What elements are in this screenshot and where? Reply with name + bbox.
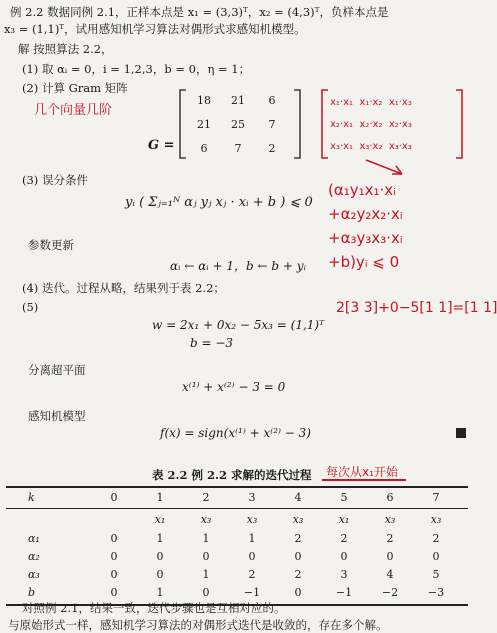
expand-line: (α₁y₁x₁·xᵢ <box>328 181 396 199</box>
table-cell <box>96 511 132 528</box>
step-2: (2) 计算 Gram 矩阵 <box>22 81 128 95</box>
expand-line: +α₂y₂x₂·xᵢ <box>328 205 403 223</box>
footer-line-1: 对照例 2.1，结果一致，迭代步骤也是互相对应的。 <box>22 601 286 615</box>
table-cell: −2 <box>381 586 399 599</box>
end-of-proof-square <box>456 428 466 438</box>
table-cell: 0 <box>340 550 348 563</box>
table-cell: 2 <box>294 568 302 581</box>
gram-matrix <box>190 94 294 154</box>
table-row <box>6 584 468 601</box>
table-cell: 0 <box>248 550 256 563</box>
table-cell: 0 <box>294 550 302 563</box>
table-header-cell: 4 <box>294 491 302 504</box>
table-cell: 0 <box>156 550 164 563</box>
table-cell: α₁ <box>28 532 40 545</box>
gram-cell: 2 <box>268 142 276 155</box>
gram-cell: 6 <box>200 142 208 155</box>
hand-cell: x₃·x₁ <box>330 141 354 152</box>
table-header-cell: 6 <box>386 491 394 504</box>
step-5: (5) <box>22 300 39 314</box>
expand-line: +α₃y₃x₃·xᵢ <box>328 229 403 247</box>
table-cell: x₃ <box>292 513 304 526</box>
table-cell: −1 <box>335 586 353 599</box>
table-cell: −3 <box>427 586 445 599</box>
model-title: 感知机模型 <box>28 409 86 423</box>
solution-intro: 解 按照算法 2.2， <box>18 42 113 56</box>
table-cell: x₁ <box>338 513 350 526</box>
table-cell: 0 <box>294 586 302 599</box>
handwritten-expansion <box>328 178 403 274</box>
step-4: (4) 迭代。过程从略，结果列于表 2.2； <box>22 281 225 295</box>
table-cell: 4 <box>386 568 394 581</box>
misclass-condition: yᵢ ( Σⱼ₌₁ᴺ αⱼ yⱼ xⱼ · xᵢ + b ) ⩽ 0 <box>125 195 313 210</box>
table-cell: α₂ <box>28 550 40 563</box>
table-cell: 5 <box>432 568 440 581</box>
iteration-table <box>6 486 468 609</box>
gram-cell: 6 <box>268 94 276 107</box>
w-equation: w = 2x₁ + 0x₂ − 5x₃ = (1,1)ᵀ <box>152 318 325 332</box>
table-header-cell: 3 <box>248 491 256 504</box>
problem-line-2: x₃ = (1,1)ᵀ，试用感知机学习算法对偶形式求感知机模型。 <box>4 22 306 36</box>
hyperplane-equation: x⁽¹⁾ + x⁽²⁾ − 3 = 0 <box>182 380 286 394</box>
table-cell: x₃ <box>200 513 212 526</box>
gram-cell: 21 <box>231 94 245 107</box>
hand-cell: x₃·x₂ <box>359 141 383 152</box>
table-cell: 1 <box>248 532 256 545</box>
b-equation: b = −3 <box>190 336 234 350</box>
hand-cell: x₃·x₃ <box>388 141 412 152</box>
table-cell: α₃ <box>28 568 40 581</box>
table-header-cell: 7 <box>432 491 440 504</box>
table-header-row <box>6 489 468 506</box>
gram-cell: 25 <box>231 118 245 131</box>
table-header-cell: 1 <box>156 491 164 504</box>
table-cell: b <box>28 586 36 599</box>
gram-cell: 7 <box>234 142 242 155</box>
hand-cell: x₂·x₃ <box>388 119 412 130</box>
table-cell: x₃ <box>384 513 396 526</box>
expand-line: +b)yᵢ ⩽ 0 <box>328 253 400 271</box>
update-rule: αᵢ ← αᵢ + 1，b ← b + yᵢ <box>170 259 306 273</box>
handwritten-underline <box>322 479 406 481</box>
hyperplane-title: 分离超平面 <box>28 363 86 377</box>
table-row <box>6 566 468 583</box>
table-cell: x₁ <box>154 513 166 526</box>
gram-cell: 18 <box>197 94 211 107</box>
gram-cell: 21 <box>197 118 211 131</box>
table-cell: 3 <box>340 568 348 581</box>
table-header-cell: 0 <box>110 491 118 504</box>
table-top-rule <box>6 486 468 488</box>
table-cell: −1 <box>243 586 261 599</box>
table-cell: 0 <box>386 550 394 563</box>
table-cell: 1 <box>156 532 164 545</box>
table-header-cell: 2 <box>202 491 210 504</box>
table-cell: x₃ <box>246 513 258 526</box>
hand-cell: x₁·x₃ <box>388 97 412 108</box>
table-header-cell: k <box>28 491 35 504</box>
table-header-rule <box>6 508 468 509</box>
problem-line-1: 例 2.2 数据同例 2.1，正样本点是 x₁ = (3,3)ᵀ，x₂ = (4,3)ᵀ，负样本点是 <box>10 5 389 19</box>
table-cell: 0 <box>110 586 118 599</box>
table-row <box>6 511 468 528</box>
footer-line-2: 与原始形式一样，感知机学习算法的对偶形式迭代是收敛的，存在多个解。 <box>8 618 388 632</box>
table-cell: 0 <box>110 568 118 581</box>
table-cell: 0 <box>202 550 210 563</box>
update-title: 参数更新 <box>28 238 74 252</box>
gram-cell: 7 <box>268 118 276 131</box>
table-caption: 表 2.2 例 2.2 求解的迭代过程 <box>152 468 312 482</box>
gram-label: G = <box>148 138 175 153</box>
table-row <box>6 548 468 565</box>
table-cell: 0 <box>156 568 164 581</box>
handwritten-arrow <box>362 158 412 180</box>
table-cell: 2 <box>340 532 348 545</box>
handwritten-table-note: 每次从x₁开始 <box>326 465 398 479</box>
table-cell: 2 <box>432 532 440 545</box>
table-cell: 1 <box>156 586 164 599</box>
hand-cell: x₁·x₂ <box>359 97 383 108</box>
table-row <box>6 530 468 547</box>
handwritten-gram-matrix <box>330 92 412 158</box>
table-cell <box>28 511 76 528</box>
step-1: (1) 取 αᵢ = 0，i = 1,2,3，b = 0，η = 1； <box>22 62 251 76</box>
model-equation: f(x) = sign(x⁽¹⁾ + x⁽²⁾ − 3) <box>160 426 311 440</box>
hand-cell: x₁·x₁ <box>330 97 354 108</box>
table-cell: 0 <box>432 550 440 563</box>
table-cell: 2 <box>248 568 256 581</box>
table-header-cell: 5 <box>340 491 348 504</box>
table-cell: 0 <box>110 550 118 563</box>
hand-cell: x₂·x₂ <box>359 119 383 130</box>
table-cell: 2 <box>386 532 394 545</box>
handwritten-w-calc: 2[3 3]+0−5[1 1]=[1 1] <box>336 300 497 316</box>
step-3: (3) 误分条件 <box>22 173 88 187</box>
hand-cell: x₂·x₁ <box>330 119 354 130</box>
table-cell: x₃ <box>430 513 442 526</box>
table-cell: 0 <box>202 586 210 599</box>
table-cell: 1 <box>202 568 210 581</box>
table-cell: 2 <box>294 532 302 545</box>
handwritten-note-left: 几个向量几阶 <box>34 103 113 118</box>
table-cell: 1 <box>202 532 210 545</box>
table-cell: 0 <box>110 532 118 545</box>
